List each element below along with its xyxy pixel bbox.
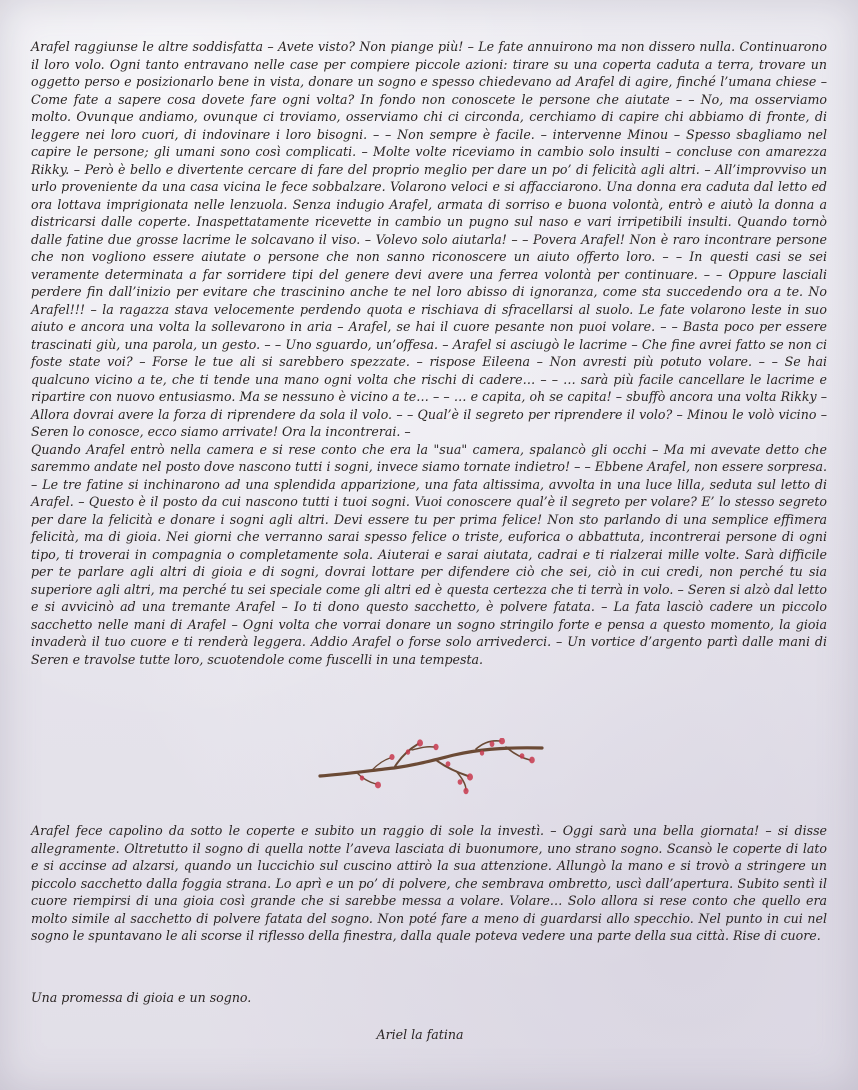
story-text-part-2: Arafel fece capolino da sotto le coperte e subito un raggio di sole la investì. – Oggi sarà una bella giornata! – si disse allegramente. Oltretutto il sogno di quella notte l’aveva lasciata di buonumore, uno strano sogno. Scansò le coperte di lato e si accinse ad alzarsi, quando un luccichio sul cuscino attirò la sua attenzione. Allungò la mano e si trovò a stringere un piccolo sacchetto dalla foggia strana. Lo aprì e un po’ di polvere, che sembrava ombretto, uscì dall’apertura. Subito sentì il cuore riempirsi di una gioia così grande che si sarebbe messa a volare. Volare… Solo allora si rese conto che quello era molto simile al sacchetto di polvere fatata del sogno. Non poté fare a meno di guardarsi allo specchio. Nel punto in cui nel sogno le spuntavano le ali scorse il riflesso della finestra, dalla quale poteva vedere una parte della sua città. Rise di cuore. (31, 823, 827, 943)
cherry-blossom-branch-icon (316, 738, 546, 796)
closing-line: Una promessa di gioia e un sogno. (31, 990, 252, 1005)
author-signature: Ariel la fatina (376, 1027, 464, 1042)
story-text-part-1: Arafel raggiunse le altre soddisfatta – Avete visto? Non piange più! – Le fate annuirono ma non dissero nulla. Continuarono il loro volo. Ogni tanto entravano nelle case per compiere piccole azioni: tirare su una coperta caduta a terra, trovare un oggetto perso e posizionarlo bene in vista, donare un sogno e spesso chiedevano ad Arafel di agire, finché l’umana chiese – Come fate a sapere cosa dovete fare ogni volta? In fondo non conoscete le persone che aiutate – – No, ma osserviamo molto. Ovunque andiamo, ovunque ci troviamo, osserviamo chi ci circonda, cerchiamo di capire chi abbiamo di fronte, di leggere nei loro cuori, di indovinare i loro bisogni. – – Non sempre è facile. – intervenne Minou – Spesso sbagliamo nel capire le persone; gli umani sono così complicati. – Molte volte riceviamo in cambio solo insulti – concluse con amarezza Rikky. – Però è bello e divertente cercare di fare del proprio meglio per dare un po’ di felicità agli altri. – All’improvviso un urlo proveniente da una casa vicina le fece sobbalzare. Volarono veloci e si affacciarono. Una donna era caduta dal letto ed ora lottava imprigionata nelle lenzuola. Senza indugio Arafel, armata di sorriso e buona volontà, entrò e aiutò la donna a districarsi dalle coperte. Inaspettatamente ricevette in cambio un pugno sul naso e vari irripetibili insulti. Quando tornò dalle fatine due grosse lacrime le solcavano il viso. – Volevo solo aiutarla! – – Povera Arafel! Non è raro incontrare persone che non vogliono essere aiutate o persone che non sanno riconoscere un aiuto offerto loro. – – In questi casi se sei veramente determinata a far sorridere tipi del genere devi avere una ferrea volontà per continuare. – – Oppure lasciali perdere fin dall’inizio per evitare che trascinino anche te nel loro abisso di ignoranza, come sta succedendo ora a te. No Arafel!!! – la ragazza stava velocemente perdendo quota e rischiava di sfracellarsi al suolo. Le fate volarono leste in suo aiuto e ancora una volta la sollevarono in aria – Arafel, se hai il cuore pesante non puoi volare. – – Basta poco per essere trascinati giù, una parola, un gesto. – – Uno sguardo, un’offesa. – Arafel si asciugò le lacrime – Che fine avrei fatto se non ci foste state voi? – Forse le tue ali si sarebbero spezzate. – rispose Eileena – Non avresti più potuto volare. – – Se hai qualcuno vicino a te, che ti tende una mano ogni volta che rischi di cadere… – – … sarà più facile cancellare le lacrime e ripartire con nuovo entusiasmo. Ma se nessuno è vicino a te… – – … e capita, oh se capita! – sbuffò ancora una volta Rikky – Allora dovrai avere la forza di riprendere da sola il volo. – – Qual’è il segreto per riprendere il volo? – Minou le volò vicino – Seren lo conosce, ecco siamo arrivate! Ora la incontrerai. – Quando Arafel entrò nella camera e si rese conto che era la "sua" camera, spalancò gli occhi – Ma mi avevate detto che saremmo andate nel posto dove nascono tutti i sogni, invece siamo tornate indietro! – – Ebbene Arafel, non essere sorpresa. – Le tre fatine si inchinarono ad una splendida apparizione, una fata altissima, avvolta in una luce lilla, seduta sul letto di Arafel. – Questo è il posto da cui nascono tutti i tuoi sogni. Vuoi conoscere qual’è il segreto per volare? E’ lo stesso segreto per dare la felicità e donare i sogni agli altri. Devi essere tu per prima felice! Non sto parlando di una semplice effimera felicità, ma di gioia. Nei giorni che verranno sarai spesso felice o triste, euforica o abbattuta, incontrerai persone di ogni tipo, ti troverai in compagnia o completamente sola. Aiuterai e sarai aiutata, cadrai e ti rialzerai mille volte. Sarà difficile per te parlare agli altri di gioia e di sogni, dovrai lottare per difendere ciò che sei, ciò in cui credi, non perché tu sia superiore agli altri, ma perché tu sei speciale come gli altri ed è questa certezza che ti terrà in volo. – Seren si alzò dal letto e si avvicinò ad una tremante Arafel – Io ti dono questo sacchetto, è polvere fatata. – La fata lasciò cadere un piccolo sacchetto nelle mani di Arafel – Ogni volta che vorrai donare un sogno stringilo forte e pensa a questo momento, la gioia invaderà il tuo cuore e ti renderà leggera. Addio Arafel o forse solo arrivederci. – Un vortice d’argento partì dalle mani di Seren e travolse tutte loro, scuotendole come fuscelli in una tempesta. (31, 39, 827, 667)
